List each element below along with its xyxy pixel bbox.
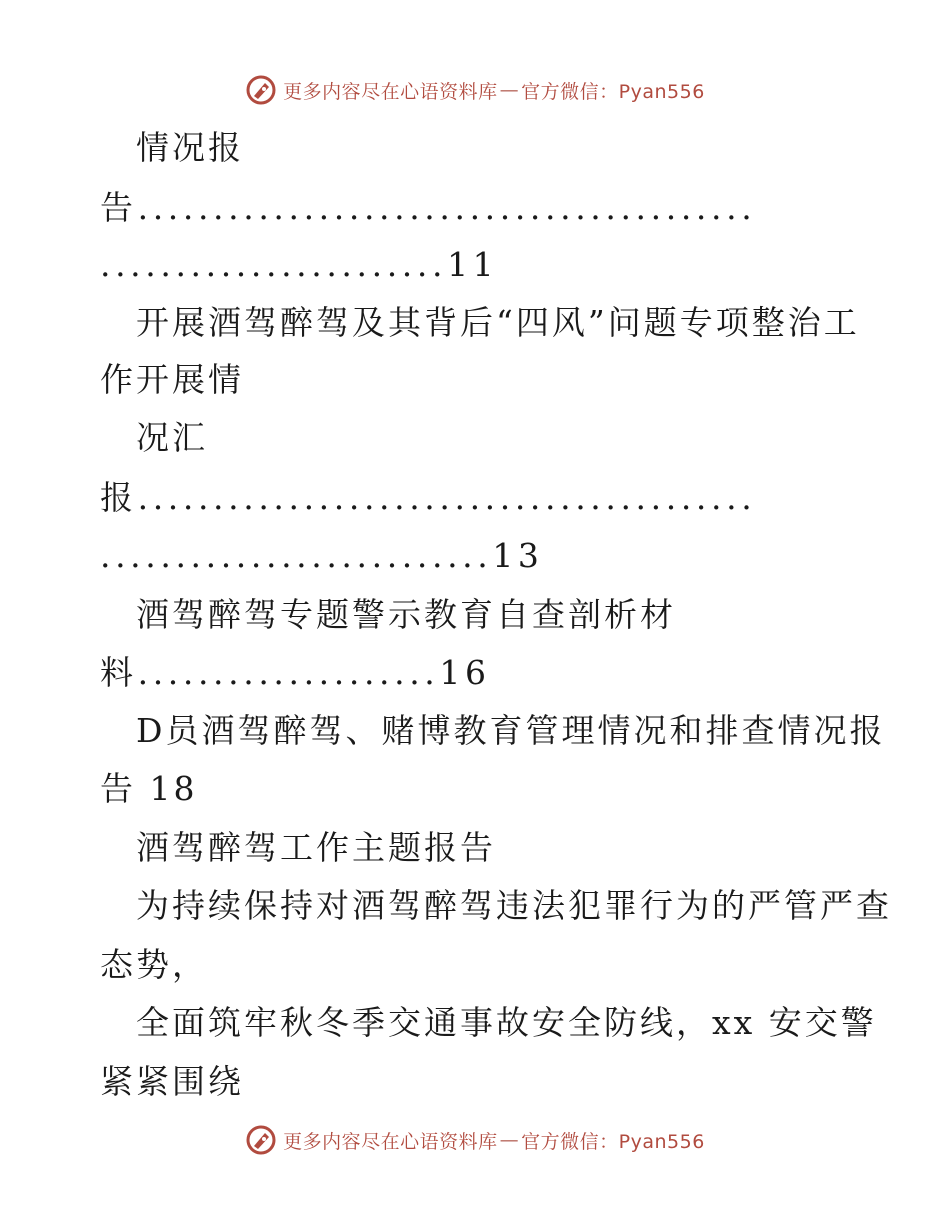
paragraph-line: 为持续保持对酒驾醉驾违法犯罪行为的严管严查 <box>136 886 892 925</box>
banner-wechat: 官方微信：Pyan556 <box>521 1130 705 1153</box>
banner-dash: — <box>499 1129 520 1151</box>
toc-line: 酒驾醉驾专题警示教育自查剖析材 <box>136 595 676 634</box>
toc-line: 报......................................... <box>100 478 757 517</box>
banner-wechat: 官方微信：Pyan556 <box>521 80 705 103</box>
toc-line: 告......................................... <box>100 188 757 227</box>
footer-watermark-banner <box>0 1120 950 1160</box>
pen-logo-icon <box>245 1124 277 1156</box>
paragraph-line: 全面筑牢秋冬季交通事故安全防线，xx 安交警 <box>136 1003 877 1042</box>
toc-line: 告 18 <box>100 769 198 808</box>
toc-line: 开展酒驾醉驾及其背后“四风”问题专项整治工 <box>136 303 860 342</box>
toc-line: D员酒驾醉驾、赌博教育管理情况和排查情况报 <box>136 711 886 750</box>
toc-line: ..........................13 <box>100 536 544 575</box>
banner-title: 更多内容尽在心语资料库 <box>283 1130 498 1153</box>
toc-line: .......................11 <box>100 245 499 284</box>
section-heading: 酒驾醉驾工作主题报告 <box>136 828 496 867</box>
toc-line: 情况报 <box>136 128 244 167</box>
pen-logo-icon <box>245 74 277 106</box>
toc-line: 料....................16 <box>100 653 491 692</box>
toc-line: 作开展情 <box>100 360 244 399</box>
paragraph-line: 态势， <box>100 945 208 984</box>
toc-line: 况汇 <box>136 418 208 457</box>
banner-dash: — <box>499 79 520 101</box>
banner-title: 更多内容尽在心语资料库 <box>283 80 498 103</box>
header-watermark-banner <box>0 70 950 110</box>
paragraph-line: 紧紧围绕 <box>100 1062 244 1101</box>
